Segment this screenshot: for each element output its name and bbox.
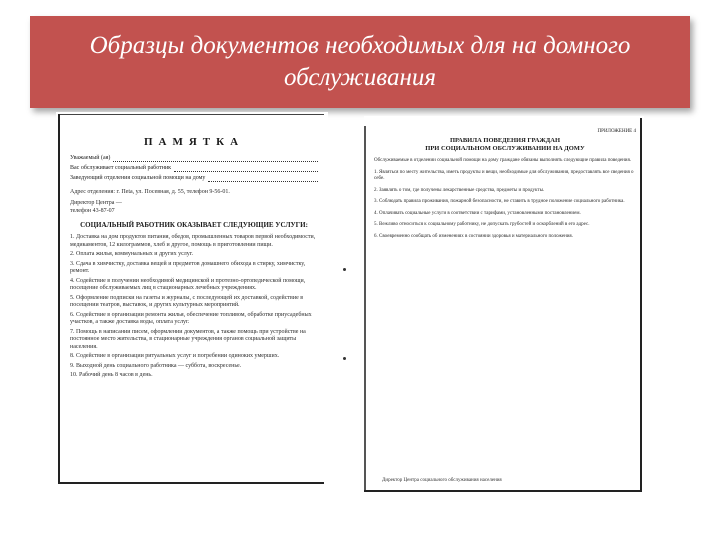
- rules-paragraph: 4. Оплачивать социальные услуги в соответствии с тарифами, установленными постановлением.: [374, 210, 581, 216]
- memo-service-item: 10. Рабочий день 8 часов в день.: [70, 372, 153, 378]
- rules-paragraph: 2. Заявлять о том, где получены лекарственные средства, предметы и продукты.: [374, 187, 545, 193]
- rules-footer: Директор Центра социального обслуживания населения: [382, 478, 502, 483]
- memo-border-top: [60, 114, 324, 115]
- memo-service-item: 1. Доставка на дом продуктов питания, обедов, промышленных товаров первой необходимости, медикаментов, 12 килограммов, хлеб и другое, помощь в приготовлении пищи.: [70, 234, 316, 248]
- memo-field-row: [70, 164, 318, 172]
- rules-border-right: [640, 118, 642, 490]
- memo-service-item: 9. Выходной день социального работника — суббота, воскресенье.: [70, 362, 242, 369]
- rules-paragraph: 5. Вежливо относиться к социальному работнику, не допускать грубостей и оскорблений в его адрес.: [374, 222, 590, 227]
- slide-title: Образцы документов необходимых для на домного обслуживания: [89, 32, 631, 91]
- rules-paragraph: Обслуживаемые в отделении социальной помощи на дому граждане обязаны выполнять следующие правила поведения.: [374, 158, 632, 163]
- memo-border-bottom: [60, 482, 324, 484]
- memo-service-item: 2. Оплата жилья, коммунальных и других услуг.: [70, 251, 194, 257]
- memo-director: Директор Центра —: [70, 200, 122, 206]
- fill-line: [174, 165, 318, 172]
- memo-field-label: Вас обслуживает социальный работник: [70, 165, 172, 171]
- memo-field-row: [70, 154, 318, 162]
- rules-document: [364, 116, 644, 494]
- memo-service-item: 3. Сдача в химчистку, доставка вещей и предметов домашнего обихода в стирку, химчистку, ремонт.: [70, 260, 306, 274]
- scan-mark: [343, 268, 346, 271]
- rules-paragraph: 1. Являться по месту жительства, иметь продукты и вещи, необходимые для обслуживания, предоставлять все сведения о себе.: [374, 169, 634, 181]
- rules-title-line2: ПРИ СОЦИАЛЬНОМ ОБСЛУЖИВАНИИ НА ДОМУ: [425, 145, 585, 152]
- rules-paragraph: 6. Своевременно сообщать об изменениях в состоянии здоровья и материального положения.: [374, 233, 573, 239]
- rules-border-bottom: [364, 490, 642, 492]
- memo-phone: телефон 43-87-07: [70, 208, 115, 214]
- memo-field-row: [70, 174, 318, 182]
- scan-mark: [343, 357, 346, 360]
- fill-line: [208, 175, 318, 182]
- memo-service-item: 4. Содействие в получении необходимой медицинской и протезно-ортопедической помощи, посещение обслуживаемых лиц в стационарных лечебных учреждениях.: [70, 277, 306, 291]
- memo-document: [56, 112, 328, 486]
- memo-service-item: 8. Содействие в организации ритуальных услуг и погребении одиноких умерших.: [70, 353, 280, 359]
- memo-services-title: СОЦИАЛЬНЫЙ РАБОТНИК ОКАЗЫВАЕТ СЛЕДУЮЩИЕ УСЛУГИ:: [80, 221, 308, 229]
- memo-service-item: 5. Оформление подписки на газеты и журналы, с последующей их доставкой, содействие в посещении театров, выставок, и других культурных мероприятий.: [70, 294, 304, 308]
- memo-address: Адрес отделения: г. Пеtа, ул. Посевная, д. 55, телефон 9-56-01.: [70, 189, 230, 195]
- rules-paragraph: 3. Соблюдать правила проживания, пожарной безопасности, не ставить в трудное положение социального работника.: [374, 199, 625, 204]
- rules-title-line1: ПРАВИЛА ПОВЕДЕНИЯ ГРАЖДАН: [449, 137, 561, 144]
- memo-border-left: [58, 114, 60, 484]
- memo-service-item: 7. Помощь в написании писем, оформлении документов, а также помощь при устройстве на постоянное место жительства, в стационарные учреждения органов социальной защиты населения.: [70, 328, 306, 350]
- title-banner: [30, 16, 690, 108]
- rules-annex-label: ПРИЛОЖЕНИЕ 4: [597, 129, 636, 134]
- memo-service-item: 6. Содействие в организации ремонта жилья, обеспечение топливом, обработке приусадебных участков, а также доставка воды, оплата услуг.: [70, 311, 312, 325]
- rules-border-left: [364, 126, 366, 492]
- memo-heading: ПАМЯТКА: [143, 136, 245, 148]
- memo-field-label: Заведующий отделения социальной помощи на дому: [70, 175, 206, 181]
- memo-field-label: Уважаемый (ая): [70, 155, 111, 161]
- fill-line: [113, 155, 318, 162]
